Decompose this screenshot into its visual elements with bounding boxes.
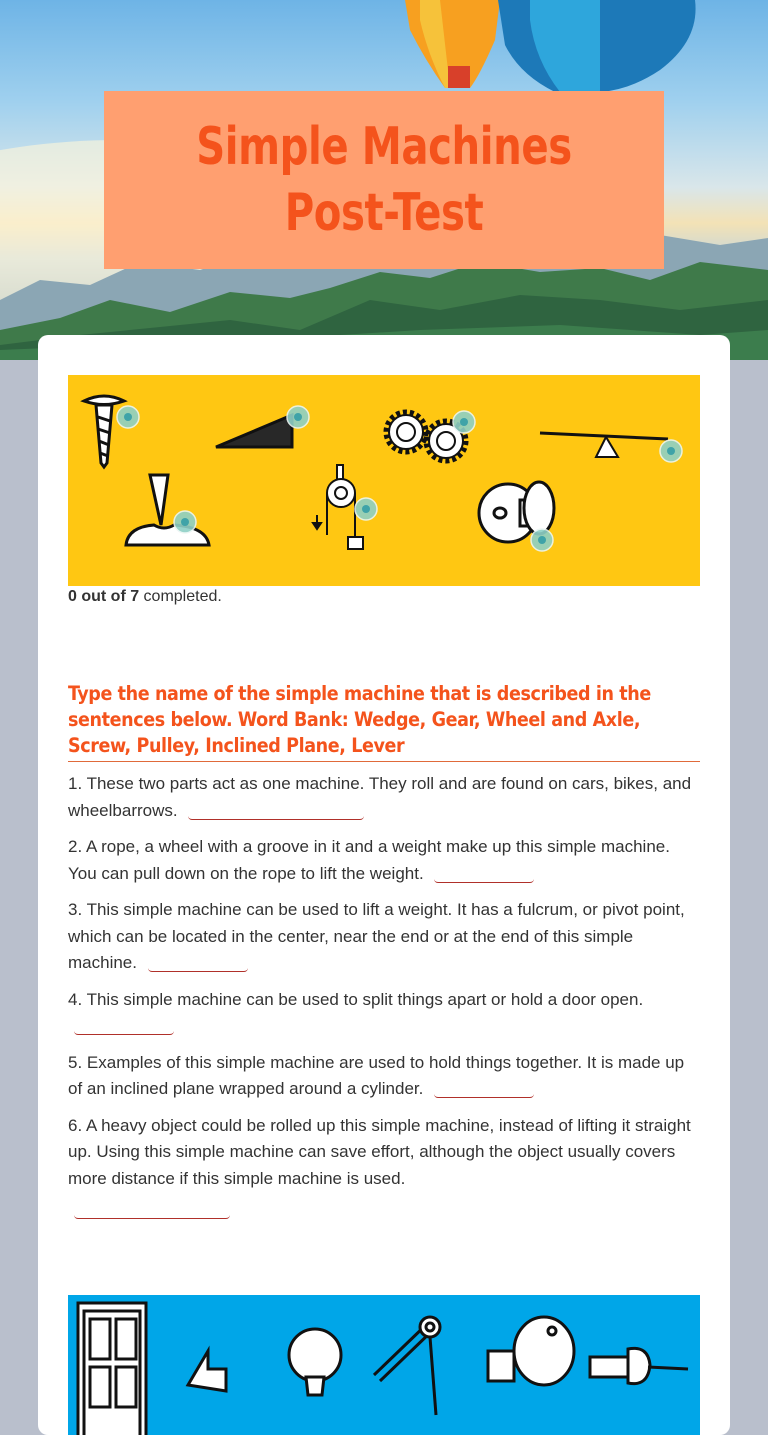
question-2 bbox=[68, 834, 700, 887]
doorknob-icon bbox=[488, 1317, 574, 1385]
answer-input-3[interactable] bbox=[148, 953, 248, 972]
question-1 bbox=[68, 771, 700, 824]
answer-input-6[interactable] bbox=[74, 1200, 230, 1219]
question-5 bbox=[68, 1050, 700, 1103]
question-6 bbox=[68, 1113, 700, 1224]
progress-suffix: completed. bbox=[139, 588, 222, 605]
simple-machines-illustration bbox=[68, 375, 700, 586]
question-text: 2. A rope, a wheel with a groove in it and a weight make up this simple machine. You can pull down on the rope to lift the weight. bbox=[68, 837, 670, 883]
title-banner bbox=[104, 91, 664, 269]
question-3 bbox=[68, 897, 700, 977]
question-text: 5. Examples of this simple machine are used to hold things together. It is made up of an inclined plane wrapped around a cylinder. bbox=[68, 1052, 685, 1098]
question-text: 1. These two parts act as one machine. They roll and are found on cars, bikes, and wheelbarrows. bbox=[68, 774, 692, 820]
crane-icon bbox=[374, 1317, 440, 1415]
ramp-icon bbox=[188, 1351, 226, 1391]
answer-input-5[interactable] bbox=[434, 1079, 534, 1098]
question-list bbox=[68, 771, 700, 1234]
worksheet-card bbox=[38, 335, 730, 1435]
wedge-icon bbox=[126, 475, 209, 545]
section-instruction: Type the name of the simple machine that is described in the sentences below. Word Bank: Wedge, Gear, Wheel and Axle, Screw, Pulley, Inclined Plane, Lever bbox=[68, 681, 700, 762]
question-text: 6. A heavy object could be rolled up this simple machine, instead of lifting it straight up. Using this simple machine can save effort, although the object usually covers more distance if this simple machine is used. bbox=[68, 1115, 691, 1188]
household-machines-illustration bbox=[68, 1295, 700, 1435]
progress-count: 0 out of 7 bbox=[68, 588, 140, 605]
question-text: 3. This simple machine can be used to lift a weight. It has a fulcrum, or pivot point, which can be located in the center, near the end or at the end of this simple machine. bbox=[68, 900, 685, 972]
light-bulb-icon bbox=[289, 1329, 341, 1395]
lever-icon bbox=[540, 433, 668, 457]
push-pin-icon bbox=[590, 1348, 688, 1383]
door-icon bbox=[78, 1303, 146, 1435]
progress-text bbox=[68, 588, 222, 606]
answer-input-4[interactable] bbox=[74, 1016, 174, 1035]
page-title: Simple Machines Post-Test bbox=[196, 117, 572, 243]
question-4 bbox=[68, 987, 700, 1040]
screw-icon bbox=[84, 396, 124, 467]
answer-input-1[interactable] bbox=[188, 801, 364, 820]
question-text: 4. This simple machine can be used to split things apart or hold a door open. bbox=[68, 989, 644, 1009]
answer-input-2[interactable] bbox=[434, 864, 534, 883]
inclined-plane-icon bbox=[216, 415, 292, 447]
